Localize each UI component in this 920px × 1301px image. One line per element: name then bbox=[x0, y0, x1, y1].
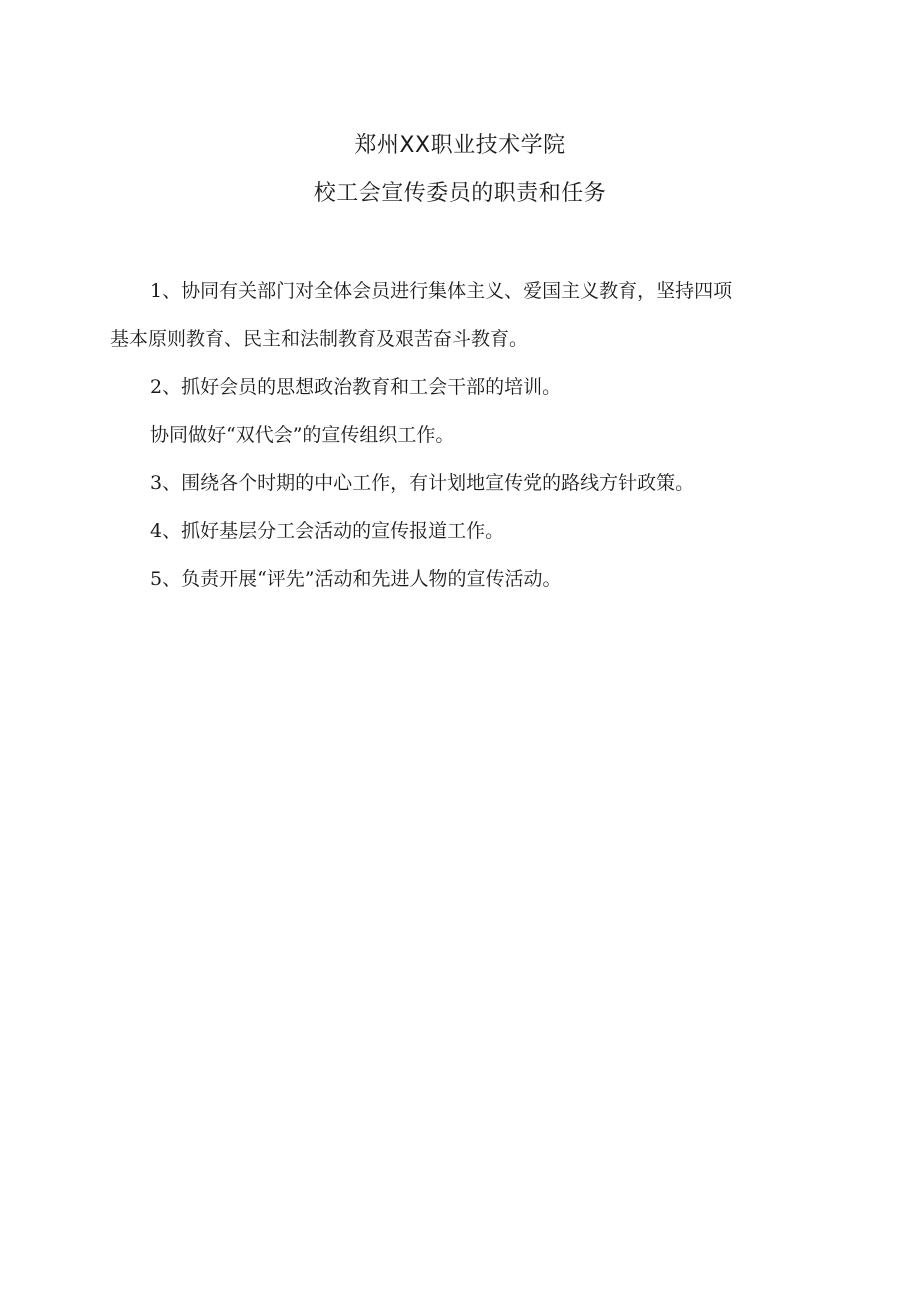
duty-item-4: 4、抓好基层分工会活动的宣传报道工作。 bbox=[150, 520, 505, 542]
institution-title: 郑州XX职业技术学院 bbox=[354, 133, 566, 158]
duty-item-3: 3、围绕各个时期的中心工作，有计划地宣传党的路线方针政策。 bbox=[150, 472, 695, 494]
duty-item-1-line-1: 1、协同有关部门对全体会员进行集体主义、爱国主义教育，坚持四项 bbox=[150, 280, 733, 302]
document-title: 校工会宣传委员的职责和任务 bbox=[313, 181, 607, 206]
duty-item-5: 5、负责开展“评先”活动和先进人物的宣传活动。 bbox=[150, 568, 562, 590]
duty-item-1-line-2: 基本原则教育、民主和法制教育及艰苦奋斗教育。 bbox=[110, 328, 529, 350]
duty-item-2: 2、抓好会员的思想政治教育和工会干部的培训。 bbox=[150, 376, 562, 398]
duty-item-2-extra: 协同做好“双代会”的宣传组织工作。 bbox=[150, 424, 455, 446]
